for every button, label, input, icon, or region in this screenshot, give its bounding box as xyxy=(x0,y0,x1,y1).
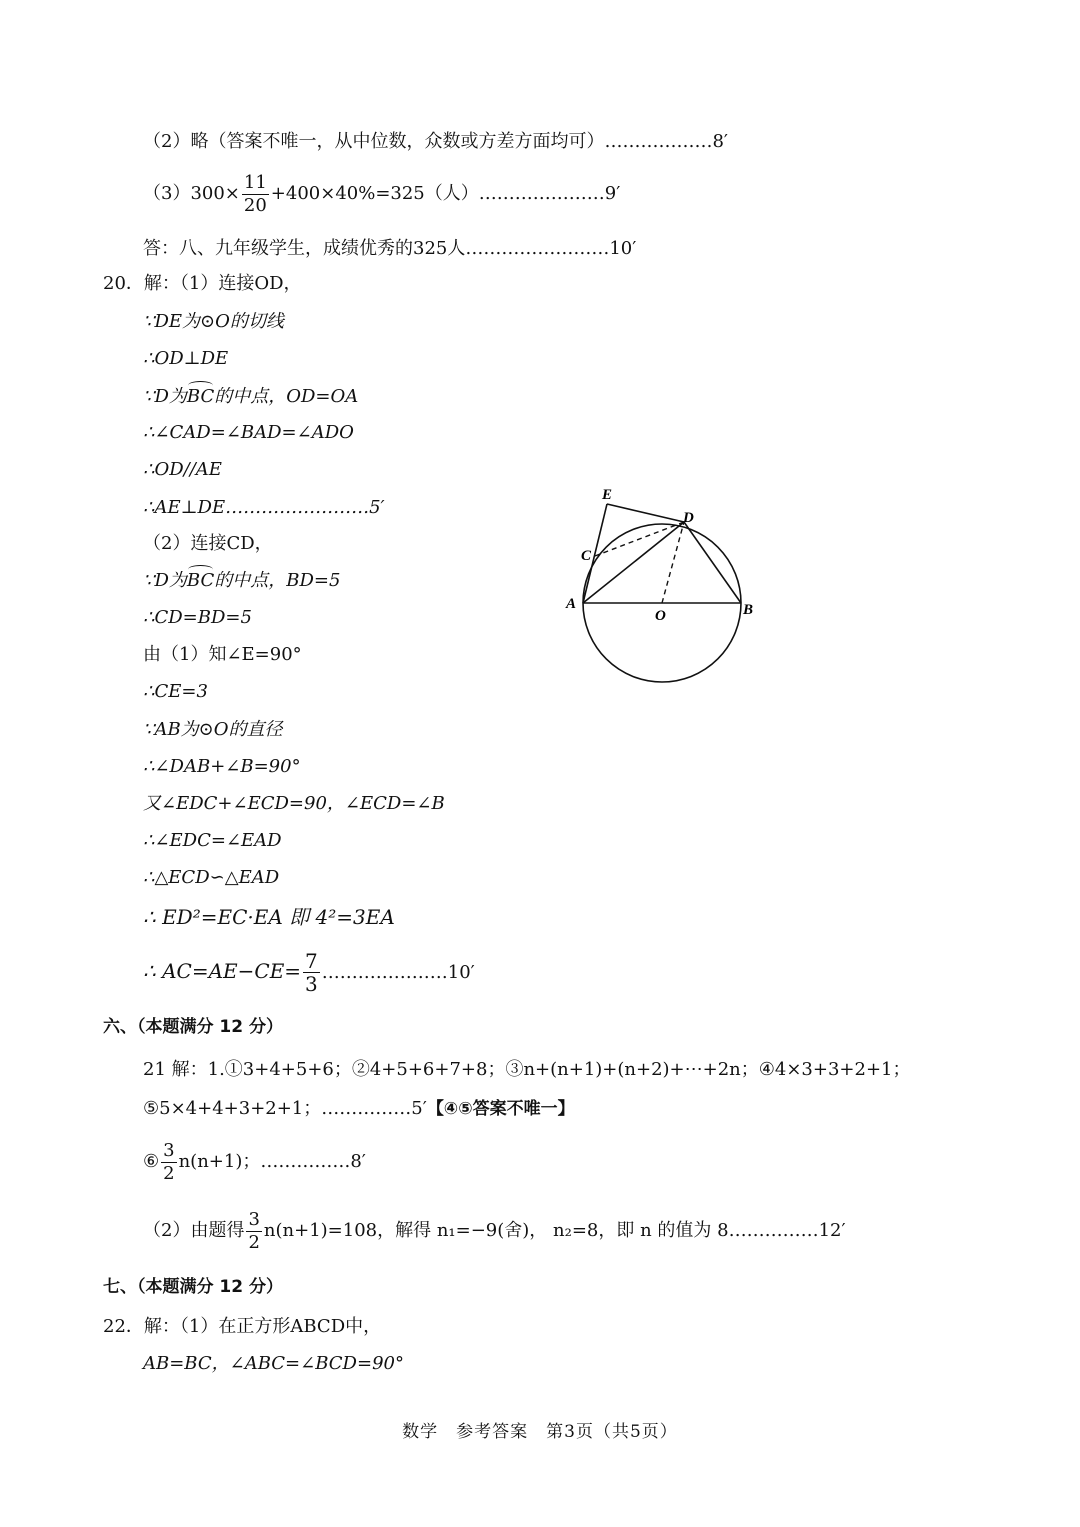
q20-line-19-prefix: ∴ AC=AE−CE= xyxy=(143,959,302,983)
label-d: D xyxy=(683,510,694,526)
q21-fraction-1-denominator: 2 xyxy=(163,1162,175,1184)
q21-line-4 xyxy=(143,1207,846,1255)
q21-line-1: 21 解：1.①3+4+5+6；②4+5+6+7+8；③n+(n+1)+(n+2)+⋯+2n；④4×3+3+2+1； xyxy=(143,1059,911,1080)
q21-line-3-prefix: ⑥ xyxy=(143,1151,160,1172)
q20-fraction-denominator: 3 xyxy=(305,972,318,996)
label-e: E xyxy=(602,487,613,503)
label-o: O xyxy=(655,608,666,624)
q21-fraction-2 xyxy=(246,1209,261,1254)
q20-line-3: ∴OD⊥DE xyxy=(143,348,229,369)
dashed-segment-od xyxy=(662,522,684,603)
q21-fraction-2-denominator: 2 xyxy=(248,1231,260,1253)
q20-line-2: ∵DE为⊙O的切线 xyxy=(143,311,284,332)
q20-line-4-prefix: ∵D为 xyxy=(143,386,187,407)
q21-line-4-prefix: （2）由题得 xyxy=(143,1220,245,1241)
q19-fraction xyxy=(242,172,269,217)
q20-line-9-suffix: 的中点，BD=5 xyxy=(214,570,341,591)
q20-line-9-prefix: ∵D为 xyxy=(143,570,187,591)
q20-line-11: 由（1）知∠E=90° xyxy=(143,644,302,665)
q20-line-9 xyxy=(143,569,340,593)
q20-line-17: ∴△ECD∽△EAD xyxy=(143,867,280,888)
q20-line-13: ∵AB为⊙O的直径 xyxy=(143,719,283,740)
label-c: C xyxy=(581,548,592,564)
q20-line-1: 20．解：（1）连接OD， xyxy=(103,273,302,294)
section-7-heading: 七、（本题满分 12 分） xyxy=(103,1277,283,1297)
q21-line-3-suffix: n(n+1)；……………8′ xyxy=(178,1151,366,1172)
q20-line-8: （2）连接CD， xyxy=(143,533,273,554)
q20-line-5: ∴∠CAD=∠BAD=∠ADO xyxy=(143,422,354,443)
q20-fraction xyxy=(303,950,320,995)
q21-line-2-text: ⑤5×4+4+3+2+1；……………5′ xyxy=(143,1098,427,1119)
circle-geometry-figure xyxy=(555,478,770,688)
q20-line-19 xyxy=(143,947,475,997)
q20-line-16: ∴∠EDC=∠EAD xyxy=(143,830,282,851)
q20-line-12: ∴CE=3 xyxy=(143,681,208,702)
q21-fraction-1-numerator: 3 xyxy=(163,1139,175,1161)
section-6-heading: 六、（本题满分 12 分） xyxy=(103,1017,283,1037)
q19-fraction-denominator: 20 xyxy=(243,194,267,216)
q20-line-4-suffix: 的中点，OD=OA xyxy=(214,386,359,407)
segment-ed xyxy=(607,504,684,522)
q19-fraction-numerator: 11 xyxy=(243,171,267,193)
q20-line-18: ∴ ED²=EC·EA 即 4²=3EA xyxy=(143,905,395,929)
arc-bc-2: BC xyxy=(186,570,215,591)
q20-line-19-suffix: …………………10′ xyxy=(321,962,475,983)
q20-line-14: ∴∠DAB+∠B=90° xyxy=(143,756,301,777)
q19-answer: 答：八、九年级学生，成绩优秀的325人……………………10′ xyxy=(143,238,637,259)
q19-part3 xyxy=(143,170,620,218)
q22-line-1: 22．解：（1）在正方形ABCD中， xyxy=(103,1316,382,1337)
q19-part2: （2）略（答案不唯一，从中位数，众数或方差方面均可）………………8′ xyxy=(143,131,728,152)
q20-line-4 xyxy=(143,385,358,409)
segment-ad xyxy=(583,522,684,603)
q20-line-7: ∴AE⊥DE……………………5′ xyxy=(143,497,385,518)
q21-line-2 xyxy=(143,1097,575,1121)
q21-fraction-2-numerator: 3 xyxy=(248,1208,260,1230)
label-b: B xyxy=(743,602,754,618)
q20-fraction-numerator: 7 xyxy=(305,949,318,973)
q21-line-4-suffix: n(n+1)=108，解得 n₁=−9(舍)， n₂=8，即 n 的值为 8……………12′ xyxy=(263,1220,846,1241)
q20-line-6: ∴OD//AE xyxy=(143,459,222,480)
arc-bc: BC xyxy=(186,386,215,407)
q21-line-3 xyxy=(143,1138,366,1186)
q19-part3-suffix: +400×40%=325（人）…………………9′ xyxy=(270,183,621,204)
q21-note: 【④⑤答案不唯一】 xyxy=(426,1099,575,1119)
label-a: A xyxy=(566,596,577,612)
q22-line-2: AB=BC，∠ABC=∠BCD=90° xyxy=(143,1353,404,1374)
segment-db xyxy=(684,522,741,603)
q19-part3-prefix: （3）300× xyxy=(143,183,240,204)
page-footer: 数学 参考答案 第3页（共5页） xyxy=(402,1422,678,1442)
q21-fraction-1 xyxy=(161,1140,176,1185)
q20-line-15: 又∠EDC+∠ECD=90，∠ECD=∠B xyxy=(143,793,445,814)
q20-line-10: ∴CD=BD=5 xyxy=(143,607,252,628)
